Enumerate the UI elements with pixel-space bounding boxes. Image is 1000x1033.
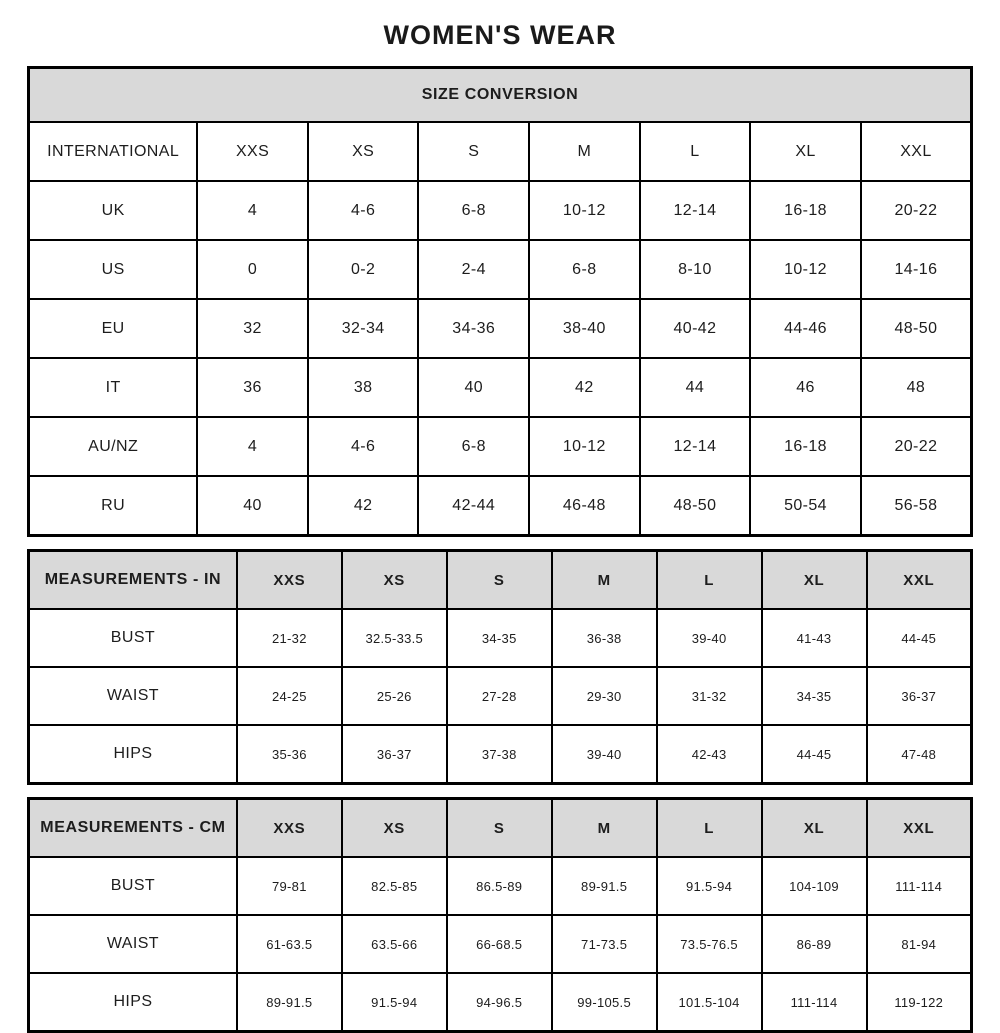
value-cell: 38-40 — [529, 299, 640, 358]
table-row — [29, 476, 972, 536]
value-cell: 86.5-89 — [447, 857, 552, 915]
size-column-header: XS — [308, 122, 419, 181]
value-cell: 48 — [861, 358, 972, 417]
value-cell: 34-36 — [418, 299, 529, 358]
value-cell: 20-22 — [861, 181, 972, 240]
value-cell: 61-63.5 — [237, 915, 342, 973]
value-cell: 0 — [197, 240, 308, 299]
table-row — [29, 240, 972, 299]
row-label: HIPS — [29, 973, 237, 1032]
value-cell: 71-73.5 — [552, 915, 657, 973]
row-label: EU — [29, 299, 198, 358]
value-cell: 4 — [197, 417, 308, 476]
value-cell: 6-8 — [418, 417, 529, 476]
value-cell: 66-68.5 — [447, 915, 552, 973]
size-conversion-header-label: INTERNATIONAL — [29, 122, 198, 181]
row-label: UK — [29, 181, 198, 240]
value-cell: 24-25 — [237, 667, 342, 725]
value-cell: 16-18 — [750, 417, 861, 476]
row-label: WAIST — [29, 915, 237, 973]
value-cell: 42-43 — [657, 725, 762, 784]
row-label: IT — [29, 358, 198, 417]
value-cell: 91.5-94 — [657, 857, 762, 915]
size-column-header: S — [418, 122, 529, 181]
size-column-header: M — [552, 551, 657, 610]
value-cell: 91.5-94 — [342, 973, 447, 1032]
value-cell: 4 — [197, 181, 308, 240]
value-cell: 89-91.5 — [237, 973, 342, 1032]
value-cell: 86-89 — [762, 915, 867, 973]
table-row — [29, 609, 972, 667]
value-cell: 42-44 — [418, 476, 529, 536]
value-cell: 81-94 — [867, 915, 972, 973]
size-conversion-title-row — [29, 68, 972, 123]
row-label: US — [29, 240, 198, 299]
size-column-header: XL — [750, 122, 861, 181]
value-cell: 34-35 — [762, 667, 867, 725]
value-cell: 6-8 — [529, 240, 640, 299]
row-label: RU — [29, 476, 198, 536]
size-column-header: L — [657, 799, 762, 858]
value-cell: 10-12 — [750, 240, 861, 299]
table-row — [29, 857, 972, 915]
size-column-header: S — [447, 551, 552, 610]
value-cell: 41-43 — [762, 609, 867, 667]
value-cell: 25-26 — [342, 667, 447, 725]
size-conversion-header-row — [29, 122, 972, 181]
value-cell: 4-6 — [308, 181, 419, 240]
value-cell: 44 — [640, 358, 751, 417]
value-cell: 101.5-104 — [657, 973, 762, 1032]
value-cell: 42 — [308, 476, 419, 536]
table-row — [29, 667, 972, 725]
value-cell: 46 — [750, 358, 861, 417]
value-cell: 12-14 — [640, 417, 751, 476]
value-cell: 4-6 — [308, 417, 419, 476]
size-column-header: XXL — [867, 799, 972, 858]
value-cell: 21-32 — [237, 609, 342, 667]
size-column-header: XS — [342, 551, 447, 610]
value-cell: 42 — [529, 358, 640, 417]
value-cell: 39-40 — [657, 609, 762, 667]
value-cell: 32 — [197, 299, 308, 358]
table-row — [29, 417, 972, 476]
value-cell: 0-2 — [308, 240, 419, 299]
size-column-header: S — [447, 799, 552, 858]
value-cell: 27-28 — [447, 667, 552, 725]
value-cell: 36 — [197, 358, 308, 417]
value-cell: 8-10 — [640, 240, 751, 299]
value-cell: 73.5-76.5 — [657, 915, 762, 973]
value-cell: 32-34 — [308, 299, 419, 358]
size-column-header: M — [529, 122, 640, 181]
value-cell: 63.5-66 — [342, 915, 447, 973]
table-row — [29, 915, 972, 973]
value-cell: 20-22 — [861, 417, 972, 476]
value-cell: 111-114 — [867, 857, 972, 915]
size-column-header: XXS — [237, 551, 342, 610]
value-cell: 29-30 — [552, 667, 657, 725]
measurements-cm-header-row — [29, 799, 972, 858]
value-cell: 56-58 — [861, 476, 972, 536]
value-cell: 31-32 — [657, 667, 762, 725]
value-cell: 89-91.5 — [552, 857, 657, 915]
value-cell: 46-48 — [529, 476, 640, 536]
row-label: BUST — [29, 857, 237, 915]
value-cell: 40 — [418, 358, 529, 417]
size-column-header: XL — [762, 551, 867, 610]
value-cell: 32.5-33.5 — [342, 609, 447, 667]
measurements-in-header-label: MEASUREMENTS - IN — [29, 551, 237, 610]
size-column-header: XS — [342, 799, 447, 858]
row-label: BUST — [29, 609, 237, 667]
value-cell: 38 — [308, 358, 419, 417]
value-cell: 47-48 — [867, 725, 972, 784]
value-cell: 99-105.5 — [552, 973, 657, 1032]
measurements-cm-header-label: MEASUREMENTS - CM — [29, 799, 237, 858]
value-cell: 40 — [197, 476, 308, 536]
size-conversion-title: SIZE CONVERSION — [29, 68, 972, 123]
value-cell: 16-18 — [750, 181, 861, 240]
value-cell: 35-36 — [237, 725, 342, 784]
value-cell: 44-45 — [762, 725, 867, 784]
table-row — [29, 358, 972, 417]
value-cell: 6-8 — [418, 181, 529, 240]
row-label: AU/NZ — [29, 417, 198, 476]
value-cell: 2-4 — [418, 240, 529, 299]
table-row — [29, 973, 972, 1032]
size-column-header: XXS — [197, 122, 308, 181]
size-column-header: L — [657, 551, 762, 610]
value-cell: 94-96.5 — [447, 973, 552, 1032]
value-cell: 44-46 — [750, 299, 861, 358]
table-row — [29, 299, 972, 358]
row-label: HIPS — [29, 725, 237, 784]
page-title: WOMEN'S WEAR — [383, 20, 617, 50]
value-cell: 111-114 — [762, 973, 867, 1032]
value-cell: 40-42 — [640, 299, 751, 358]
size-conversion-table — [27, 66, 973, 537]
value-cell: 104-109 — [762, 857, 867, 915]
value-cell: 12-14 — [640, 181, 751, 240]
value-cell: 10-12 — [529, 181, 640, 240]
table-row — [29, 181, 972, 240]
table-row — [29, 725, 972, 784]
value-cell: 10-12 — [529, 417, 640, 476]
size-column-header: XL — [762, 799, 867, 858]
measurements-cm-table — [27, 797, 973, 1033]
value-cell: 14-16 — [861, 240, 972, 299]
size-column-header: XXS — [237, 799, 342, 858]
value-cell: 82.5-85 — [342, 857, 447, 915]
value-cell: 34-35 — [447, 609, 552, 667]
value-cell: 44-45 — [867, 609, 972, 667]
measurements-in-header-row — [29, 551, 972, 610]
value-cell: 48-50 — [640, 476, 751, 536]
value-cell: 119-122 — [867, 973, 972, 1032]
size-column-header: L — [640, 122, 751, 181]
value-cell: 36-37 — [342, 725, 447, 784]
size-column-header: XXL — [861, 122, 972, 181]
measurements-in-table — [27, 549, 973, 785]
value-cell: 39-40 — [552, 725, 657, 784]
value-cell: 37-38 — [447, 725, 552, 784]
value-cell: 36-38 — [552, 609, 657, 667]
size-column-header: XXL — [867, 551, 972, 610]
row-label: WAIST — [29, 667, 237, 725]
size-column-header: M — [552, 799, 657, 858]
value-cell: 36-37 — [867, 667, 972, 725]
value-cell: 48-50 — [861, 299, 972, 358]
value-cell: 50-54 — [750, 476, 861, 536]
value-cell: 79-81 — [237, 857, 342, 915]
